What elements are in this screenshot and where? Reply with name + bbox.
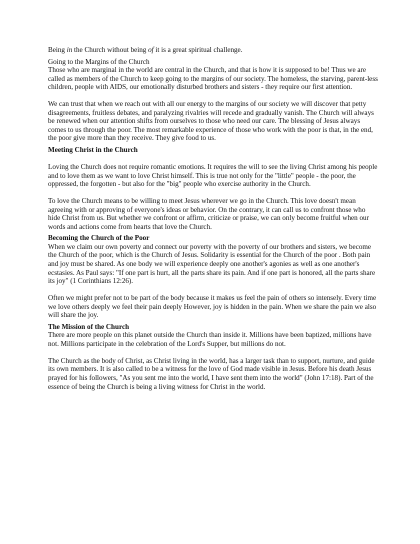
section-heading-mission: The Mission of the Church xyxy=(48,322,130,331)
paragraph: We can trust that when we reach out with all our energy to the margins of our society we will discover that petty disagreements, fruitless debates, and paralyzing rivalries will recede and gradually vanish. The Church will always be renewed when our attention shifts from ourselves to those who need our care. The blessing of Jesus always comes to us through the poor. The most remarkable experience of those who work with the poor is that, in the end, the poor give more than they receive. They give food to us. xyxy=(48,100,374,143)
intro-text: Being xyxy=(48,46,67,54)
paragraph: When we claim our own poverty and connect our poverty with the poverty of our brothers and sisters, we become the Church of the poor, which is the Church of Jesus. Solidarity is essential for the Church of the poor . Both pain and joy must be shared. As one body we will experience deeply one another's agonies as well as one another's ecstasies. As Paul says: "If one part is hurt, all the parts share its pain. And if one part is honored, all the parts share its joy" (1 Corinthians 12:26). xyxy=(48,242,376,286)
section-heading-margins: Going to the Margins of the Church xyxy=(48,57,150,66)
paragraph: There are more people on this planet outside the Church than inside it. Millions have been baptized, millions have not. Millions participate in the celebration of the Lord's Supper, but millions do not. xyxy=(48,331,372,348)
section-heading-meeting-christ: Meeting Christ in the Church xyxy=(48,145,138,154)
intro-text: it is a great spiritual challenge. xyxy=(153,46,243,54)
paragraph: Often we might prefer not to be part of the body because it makes us feel the pain of others so intensely. Every time we love others deeply we feel their pain deeply However, joy is hidden in the pain. When we share the pain we also will share the joy. xyxy=(48,294,377,320)
paragraph: To love the Church means to be willing to meet Jesus wherever we go in the Church. This love doesn't mean agreeing with or approving of everyone's ideas or behavior. On the contrary, it can call us to confront those who hide Christ from us. But whether we confront or affirm, criticize or praise, we can only become fruitful when our words and actions come from hearts that love the Church. xyxy=(48,197,369,231)
intro-text: the Church without being xyxy=(72,46,149,54)
intro-emphasis-in: in xyxy=(66,46,73,54)
intro-emphasis-of: of xyxy=(148,46,154,54)
paragraph: Loving the Church does not require romantic emotions. It requires the will to see the living Christ among his people and to love them as we want to love Christ himself. This is true not only for the "little" people - the poor, the oppressed, the forgotten - but also for the "big" people who exercise authority in the Church. xyxy=(48,163,378,189)
section-heading-church-of-poor: Becoming the Church of the Poor xyxy=(48,234,150,243)
intro-line xyxy=(48,46,378,55)
paragraph: Those who are marginal in the world are central in the Church, and that is how it is supposed to be! Thus we are called as members of the Church to keep going to the margins of our society. The homeless, the starving, parent-less children, people with AIDS, our emotionally disturbed brothers and sisters - they require our first attention. xyxy=(48,66,378,92)
document-page xyxy=(48,46,378,391)
paragraph: The Church as the body of Christ, as Christ living in the world, has a larger task than to support, nurture, and guide its own members. It is also called to be a witness for the love of God made visible in Jesus. Before his death Jesus prayed for his followers, "As you sent me into the world, I have sent them into the world" (John 17:18). Part of the essence of being the Church is being a living witness for Christ in the world. xyxy=(48,356,375,391)
